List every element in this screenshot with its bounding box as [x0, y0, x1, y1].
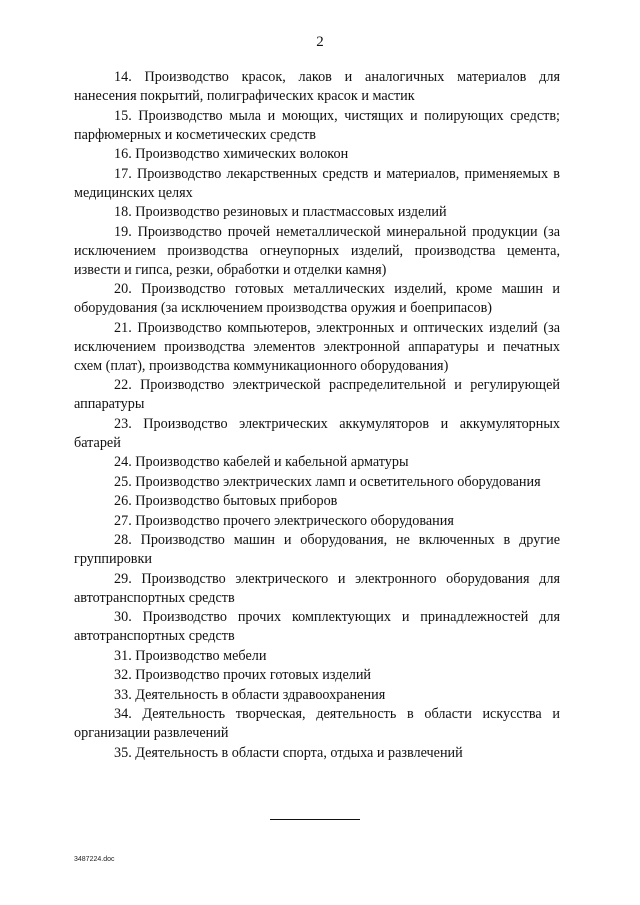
list-item: 35. Деятельность в области спорта, отдыха и развлечений — [114, 744, 463, 761]
list-item: 19. Производство прочей неметаллической минеральной продукции (за исключением производства огнеупорных изделий, производства цемента, извести и гипса, резки, обработки и отделки камня) — [74, 223, 560, 278]
list-item: 34. Деятельность творческая, деятельность в области искусства и организации развлечений — [74, 706, 560, 741]
activity-list — [74, 68, 560, 763]
list-item: 14. Производство красок, лаков и аналогичных материалов для нанесения покрытий, полиграфических красок и мастик — [74, 69, 560, 104]
list-item: 26. Производство бытовых приборов — [114, 493, 338, 509]
list-item: 31. Производство мебели — [114, 647, 267, 664]
page-number: 2 — [316, 34, 324, 50]
list-item: 30. Производство прочих комплектующих и принадлежностей для автотранспортных средств — [74, 609, 560, 644]
end-rule — [270, 819, 360, 820]
list-item: 18. Производство резиновых и пластмассовых изделий — [114, 204, 447, 220]
list-item: 24. Производство кабелей и кабельной арматуры — [114, 454, 409, 470]
list-item: 16. Производство химических волокон — [114, 146, 349, 162]
list-item: 20. Производство готовых металлических изделий, кроме машин и оборудования (за исключением производства оружия и боеприпасов) — [74, 281, 560, 316]
document-code: 3487224.doc — [74, 856, 115, 863]
list-item: 29. Производство электрического и электронного оборудования для автотранспортных средств — [74, 570, 560, 606]
list-item: 21. Производство компьютеров, электронных и оптических изделий (за исключением производства элементов электронной аппаратуры и печатных схем (плат), производства коммуникационного оборудования) — [74, 319, 560, 374]
list-item: 33. Деятельность в области здравоохранения — [114, 686, 386, 703]
list-item: 23. Производство электрических аккумуляторов и аккумуляторных батарей — [74, 415, 560, 451]
list-item: 22. Производство электрической распределительной и регулирующей аппаратуры — [74, 377, 560, 412]
list-item: 32. Производство прочих готовых изделий — [114, 667, 372, 683]
list-item: 28. Производство машин и оборудования, не включенных в другие группировки — [74, 532, 560, 567]
list-item: 25. Производство электрических ламп и осветительного оборудования — [114, 473, 541, 490]
list-item: 15. Производство мыла и моющих, чистящих и полирующих средств; парфюмерных и косметических средств — [74, 107, 560, 143]
list-item: 27. Производство прочего электрического оборудования — [114, 512, 454, 529]
list-item: 17. Производство лекарственных средств и материалов, применяемых в медицинских целях — [74, 165, 560, 201]
